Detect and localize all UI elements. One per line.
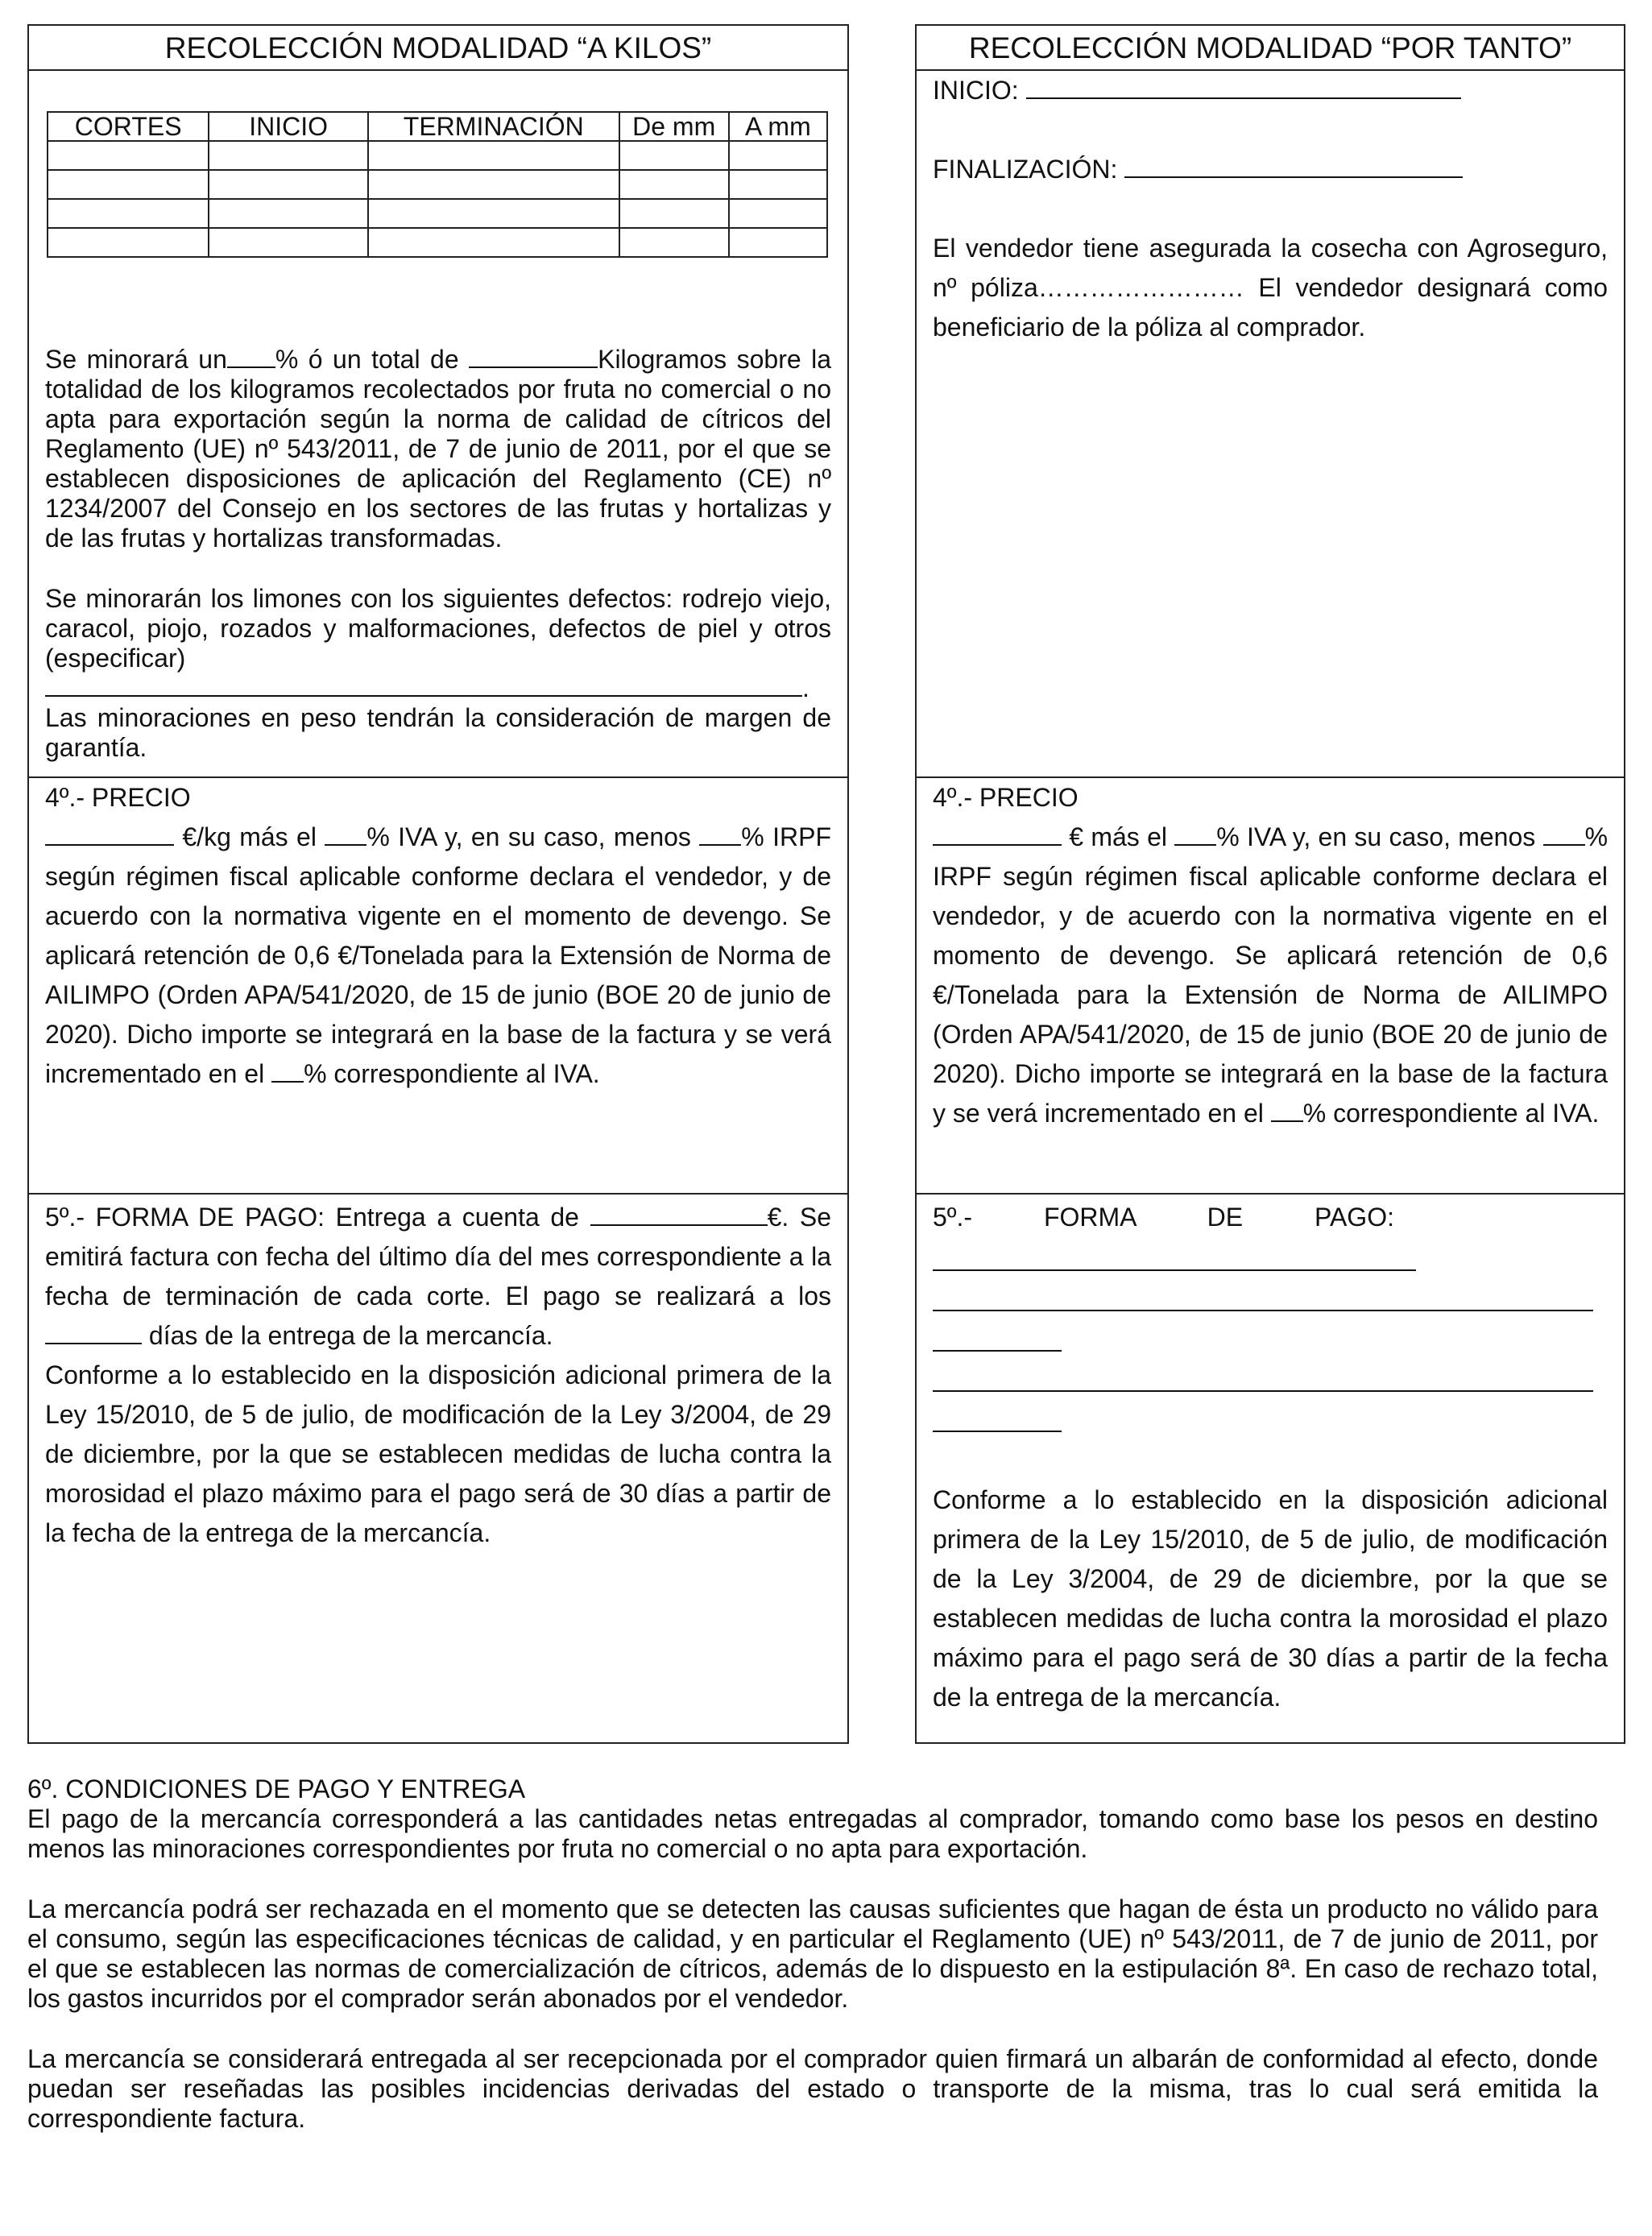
right-precio-title: 4º.- PRECIO [933,783,1079,812]
left-precio-text: €/kg más el % IVA y, en su caso, menos % IRPF según régimen fiscal aplicable conforme declara el vendedor, y de acuerdo con la normativa vigente en el momento de devengo. Se aplicará retención de 0,6 €/Tonelada para la Extensión de Norma de AILIMPO (Orden APA/541/2020, de 15 de junio (BOE 20 de junio de 2020). Dicho importe se integrará en la base de la factura y se verá incrementado en el % correspondiente al IVA. [45,822,832,1088]
iva2-blank[interactable] [1271,1099,1303,1122]
table-row [48,199,827,228]
inicio-line: INICIO: [933,71,1608,110]
poliza-dots[interactable]: …………………… [1037,273,1244,302]
left-precio-title: 4º.- PRECIO [45,783,191,812]
seguro-text: El vendedor tiene asegurada la cosecha con Agroseguro, nº póliza…………………… El vendedor designará como beneficiario de la póliza al comprador. [933,234,1609,342]
col-de-mm: De mm [619,112,729,141]
kg-blank[interactable] [469,345,598,368]
condiciones-p2: La mercancía podrá ser rechazada en el momento que se detecten las causas suficientes que hagan de ésta un producto no válido para el consumo, según las especificaciones técnicas de calidad, y en particular el Reglamento (UE) nº 543/2011, de 7 de junio de 2011, por el que se establecen las normas de comercialización de cítricos, además de lo dispuesto en la estipulación 8ª. En caso de rechazo total, los gastos incurridos por el comprador serán abonados por el vendedor. [27,1894,1598,2013]
right-header: RECOLECCIÓN MODALIDAD “POR TANTO” [917,26,1624,71]
col-inicio: INICIO [209,112,368,141]
finalizacion-blank[interactable] [1124,155,1463,178]
right-pago-title: 5º.- FORMA DE PAGO: [933,1203,1394,1232]
left-pago-p1: 5º.- FORMA DE PAGO: Entrega a cuenta de €. Se emitirá factura con fecha del último día del mes correspondiente a la fecha de terminación de cada corte. El pago se realizará a los días de la entrega de la mercancía. [45,1203,832,1350]
iva-blank[interactable] [1174,822,1216,846]
col-terminacion: TERMINACIÓN [368,112,619,141]
table-row [48,228,827,257]
irpf-blank[interactable] [699,822,741,846]
finalizacion-line: FINALIZACIÓN: [933,150,1608,189]
col-a-mm: A mm [729,112,827,141]
table-row [48,170,827,199]
price-blank[interactable] [933,822,1062,846]
condiciones-p1: El pago de la mercancía corresponderá a las cantidades netas entregadas al comprador, tomando como base los pesos en destino menos las minoraciones correspondientes por fruta no comercial o no apta para exportación. [27,1804,1598,1863]
minoracion-p2: Se minorarán los limones con los siguientes defectos: rodrejo viejo, caracol, piojo, rozados y malformaciones, defectos de piel y otros (especificar) . [45,584,831,703]
cuenta-blank[interactable] [590,1203,768,1226]
left-kilos-section [29,71,847,778]
right-precio-section [917,778,1624,1195]
minoracion-p3: Las minoraciones en peso tendrán la consideración de margen de garantía. [45,703,831,763]
pago-line-4[interactable] [933,1358,1593,1392]
dias-blank[interactable] [45,1321,142,1344]
pago-line-3[interactable] [933,1318,1062,1352]
condiciones-p3: La mercancía se considerará entregada al ser recepcionada por el comprador quien firmará un albarán de conformidad al efecto, donde puedan ser reseñadas las posibles incidencias derivadas del estado o transporte de la misma, tras lo cual será emitida la correspondiente factura. [27,2044,1598,2133]
left-header: RECOLECCIÓN MODALIDAD “A KILOS” [29,26,847,71]
right-fechas-section [917,71,1624,778]
minoracion-p1: Se minorará un % ó un total de Kilogramos sobre la totalidad de los kilogramos recolectados por fruta no comercial o no apta para exportación según la norma de calidad de cítricos del Reglamento (UE) nº 543/2011, de 7 de junio de 2011, por el que se establecen disposiciones de aplicación del Reglamento (CE) nº 1234/2007 del Consejo en los sectores de las frutas y hortalizas y de las frutas y hortalizas transformadas. [45,345,832,553]
col-cortes: CORTES [48,112,209,141]
inicio-blank[interactable] [1026,76,1461,99]
left-pago-section [29,1195,847,1745]
right-precio-text: € más el % IVA y, en su caso, menos % IRPF según régimen fiscal aplicable conforme declara el vendedor, y de acuerdo con la normativa vigente en el momento de devengo. Se aplicará retención de 0,6 €/Tonelada para la Extensión de Norma de AILIMPO (Orden APA/541/2020, de 15 de junio (BOE 20 de junio de 2020). Dicho importe se integrará en la base de la factura y se verá incrementado en el % correspondiente al IVA. [933,822,1609,1128]
right-box-por-tanto [915,24,1625,1744]
right-pago-section [917,1195,1624,1745]
irpf-blank[interactable] [1543,822,1585,846]
left-box-a-kilos [27,24,849,1744]
iva-blank[interactable] [325,822,366,846]
pct-blank[interactable] [227,345,275,368]
pago-line-1[interactable] [933,1237,1416,1271]
left-pago-p2: Conforme a lo establecido en la disposición adicional primera de la Ley 15/2010, de 5 de julio, de modificación de la Ley 3/2004, de 29 de diciembre, por la que se establecen medidas de lucha contra la morosidad el plazo máximo para el pago será de 30 días a partir de la fecha de la entrega de la mercancía. [45,1360,831,1547]
left-precio-section [29,778,847,1195]
table-header-row [48,112,827,141]
table-row [48,141,827,170]
iva2-blank[interactable] [271,1059,304,1083]
pago-line-2[interactable] [933,1277,1593,1311]
right-pago-text: Conforme a lo establecido en la disposición adicional primera de la Ley 15/2010, de 5 de julio, de modificación de la Ley 3/2004, de 29 de diciembre, por la que se establecen medidas de lucha contra la morosidad el plazo máximo para el pago será de 30 días a partir de la fecha de la entrega de la mercancía. [933,1485,1608,1712]
pago-line-5[interactable] [933,1398,1062,1432]
especificar-blank[interactable] [45,673,802,697]
condiciones-section [27,1774,1598,2134]
cortes-table [47,111,828,258]
condiciones-title: 6º. CONDICIONES DE PAGO Y ENTREGA [27,1774,526,1803]
minoracion-text [29,345,847,763]
price-blank[interactable] [45,822,174,846]
